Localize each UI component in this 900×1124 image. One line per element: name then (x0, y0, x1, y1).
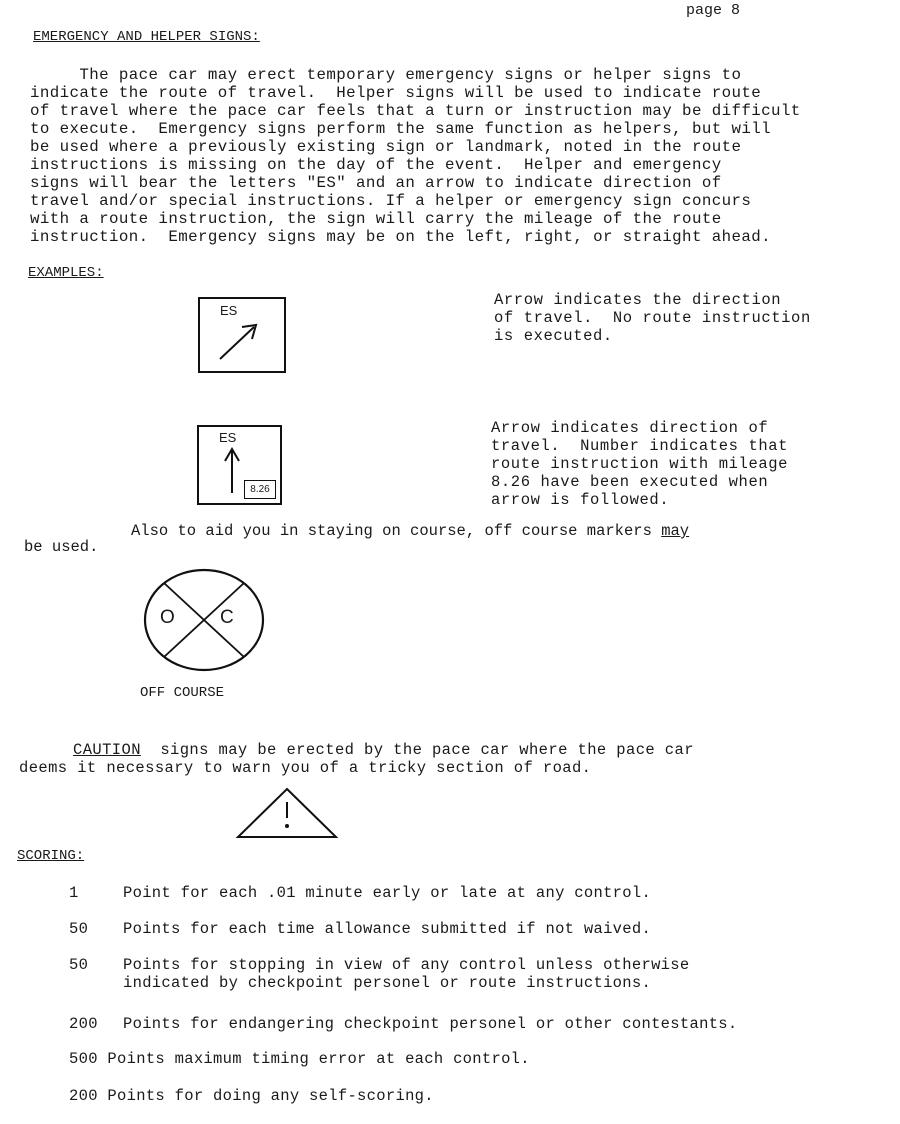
caution-word: CAUTION (73, 741, 141, 759)
scoring-item (69, 920, 651, 938)
paragraph-line: of travel where the pace car feels that a turn or instruction may be difficult (30, 102, 801, 120)
emergency-signs-paragraph (30, 66, 880, 246)
caution-triangle-sign (235, 786, 339, 840)
caution-paragraph (19, 741, 694, 777)
points-description: Points for endangering checkpoint personel or other contestants. (123, 1015, 738, 1033)
marker-letter-o: O (160, 607, 175, 628)
description-line: Arrow indicates the direction (494, 291, 782, 309)
caution-line: deems it necessary to warn you of a tricky section of road. (19, 759, 592, 777)
marker-letter-c: C (220, 607, 234, 628)
description-line: Arrow indicates direction of (491, 419, 769, 437)
description-line: travel. Number indicates that (491, 437, 789, 455)
paragraph-line: be used where a previously existing sign or landmark, noted in the route (30, 138, 742, 156)
emergency-signs-heading: EMERGENCY AND HELPER SIGNS: (33, 29, 260, 45)
diagonal-arrow-icon (200, 299, 284, 371)
points-value: 50 (69, 956, 89, 974)
off-course-marker (142, 567, 266, 673)
es-letters: ES (219, 430, 237, 445)
mileage-box: 8.26 (244, 480, 276, 499)
off-course-intro (24, 522, 689, 556)
examples-heading: EXAMPLES: (28, 265, 104, 281)
description-line: arrow is followed. (491, 491, 670, 509)
paragraph-line: travel and/or special instructions. If a helper or emergency sign concurs (30, 192, 752, 210)
points-description: Points maximum timing error at each control. (107, 1050, 530, 1068)
paragraph-line: with a route instruction, the sign will carry the mileage of the route (30, 210, 722, 228)
description-line: is executed. (494, 327, 613, 345)
points-description: Points for doing any self-scoring. (107, 1087, 434, 1105)
paragraph-line: The pace car may erect temporary emergency signs or helper signs to (30, 66, 742, 84)
sign2-description (491, 419, 788, 509)
points-description: Points for stopping in view of any control unless otherwise (123, 956, 690, 974)
sign1-description (494, 291, 811, 345)
scoring-item (69, 1087, 434, 1105)
caution-line (19, 741, 694, 759)
paragraph-line: signs will bear the letters "ES" and an arrow to indicate direction of (30, 174, 722, 192)
warning-triangle-icon (235, 786, 339, 840)
points-value: 500 (69, 1050, 98, 1068)
caution-text: signs may be erected by the pace car where the pace car (140, 741, 694, 759)
paragraph-line: indicate the route of travel. Helper signs will be used to indicate route (30, 84, 762, 102)
scoring-item (69, 956, 690, 992)
points-value: 200 (69, 1015, 98, 1033)
description-line: of travel. No route instruction (494, 309, 811, 327)
off-course-label: OFF COURSE (140, 685, 225, 701)
es-letters: ES (220, 303, 238, 318)
points-description: Point for each .01 minute early or late at any control. (123, 884, 652, 902)
scoring-item (69, 1015, 738, 1033)
points-value: 1 (69, 884, 79, 902)
es-diagonal-sign (198, 297, 286, 373)
points-value: 200 (69, 1087, 98, 1105)
es-mileage-sign (197, 425, 282, 505)
paragraph-line: instruction. Emergency signs may be on the left, right, or straight ahead. (30, 228, 771, 246)
paragraph-line: instructions is missing on the day of the event. Helper and emergency (30, 156, 722, 174)
intro-emphasis: may (661, 522, 690, 540)
points-value: 50 (69, 920, 89, 938)
points-description: Points for each time allowance submitted if not waived. (123, 920, 652, 938)
description-line: route instruction with mileage (491, 455, 789, 473)
intro-text: Also to aid you in staying on course, off course markers (131, 522, 662, 540)
page-number: page 8 (686, 2, 741, 19)
points-description-continued: indicated by checkpoint personel or route instructions. (123, 974, 652, 992)
scoring-item (69, 1050, 530, 1068)
description-line: 8.26 have been executed when (491, 473, 769, 491)
scoring-heading: SCORING: (17, 848, 85, 864)
paragraph-line: to execute. Emergency signs perform the same function as helpers, but will (30, 120, 771, 138)
scoring-item (69, 884, 651, 902)
intro-line: be used. (24, 538, 99, 556)
